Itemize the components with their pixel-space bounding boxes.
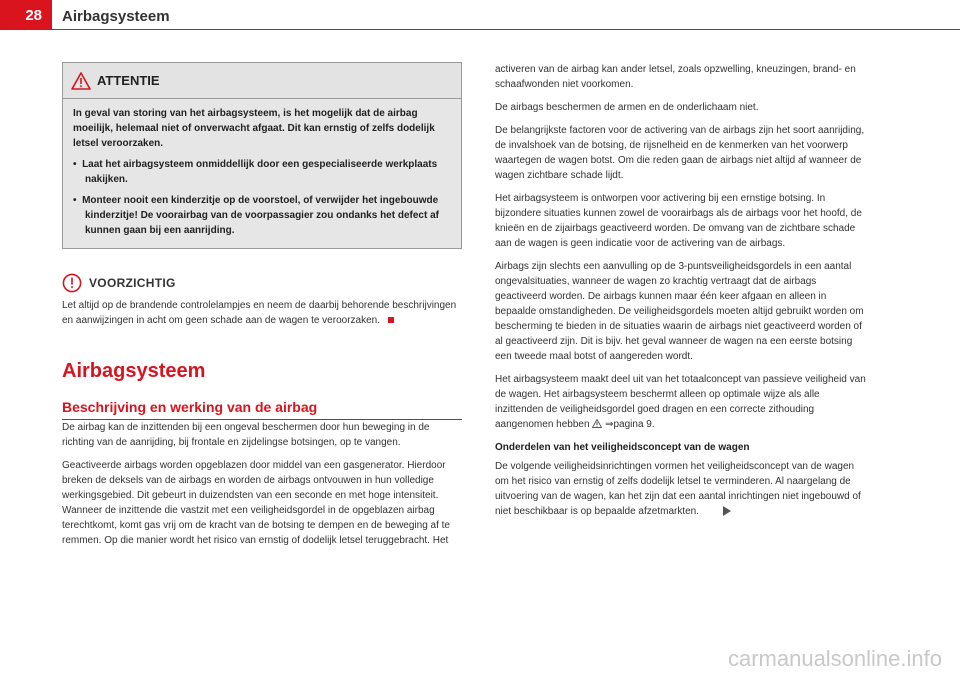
warning-header — [63, 63, 461, 99]
warning-triangle-icon — [592, 419, 602, 428]
concept-heading: Onderdelen van het veiligheidsconcept van de wagen — [495, 442, 750, 453]
section-end-icon — [388, 317, 394, 323]
subsection-title: Beschrijving en werking van de airbag — [62, 399, 462, 420]
warning-title: ATTENTIE — [97, 73, 160, 88]
caution-title: VOORZICHTIG — [89, 276, 176, 290]
caution-circle-icon — [62, 273, 82, 293]
paragraph: De belangrijkste factoren voor de activering van de airbags zijn het soort aanrijding, de invalshoek van de botsing, de rijsnelheid en de kenmerken van het voorwerp waartegen de wagen botst. Om die reden gaan de airbags niet altijd af wanneer de wagen zichtbare schade lijdt. — [495, 125, 865, 181]
caution-text: Let altijd op de brandende controlelampjes en neem de daarbij behorende beschrijvingen en aanwijzingen in acht om geen schade aan de wagen te veroorzaken. — [62, 300, 457, 326]
warning-box — [62, 62, 462, 249]
right-column — [495, 62, 867, 527]
next-page-arrow-icon — [723, 506, 731, 516]
page-reference-link[interactable]: ⇒pagina 9. — [605, 419, 655, 430]
warning-bullet-1: • Laat het airbagsysteem onmiddellijk door een gespecialiseerde werkplaats nakijken. — [73, 159, 438, 185]
paragraph: activeren van de airbag kan ander letsel, zoals opzwelling, kneuzingen, brand- en schaafwonden niet voorkomen. — [495, 64, 856, 90]
watermark: carmanualsonline.info — [727, 646, 942, 671]
paragraph: Airbags zijn slechts een aanvulling op de 3-puntsveiligheidsgordels in een aantal ongevalsituaties, wanneer de wagen zo krachtig vertraagt dat de airbags geactiveerd worden. De airbags kunnen maar één keer afgaan en alleen in bepaalde omstandigheden. De veiligheidsgordels moeten altijd gebruikt worden om bescherming te bieden in de situaties waarin de airbags niet geactiveerd worden of al geactiveerd zijn. Dit is bijv. het geval wanneer de wagen na een eerste botsing een tweede maal botst of aangereden wordt. — [495, 261, 864, 362]
caution-header — [62, 273, 462, 293]
running-header: Airbagsysteem — [62, 8, 170, 25]
section-title: Airbagsysteem — [62, 360, 206, 382]
warning-bullet-2: • Monteer nooit een kinderzitje op de voorstoel, of verwijder het ingebouwde kinderzitje! De voorairbag van de voorpassagier zou ondanks het defect af kunnen gaan bij een aanrijding. — [73, 195, 439, 236]
paragraph: Het airbagsysteem is ontworpen voor activering bij een ernstige botsing. In bijzondere situaties kunnen zowel de voorairbags als de airbags voor het hoofd, de knieën en de zijairbags geactiveerd worden. De omvang van de zichtbare schade aan de wagen is geen indicatie voor de activering van de airbags. — [495, 193, 862, 249]
header-rule — [52, 29, 960, 30]
paragraph: De airbags beschermen de armen en de onderlichaam niet. — [495, 102, 759, 113]
page-number: 28 — [0, 0, 52, 30]
paragraph: De airbag kan de inzittenden bij een ongeval beschermen door hun beweging in de richting van de aanrijding, bij frontale en zijdelingse botsingen, op te vangen. — [62, 422, 430, 448]
left-column — [62, 62, 462, 556]
warning-triangle-icon — [71, 72, 91, 90]
paragraph-with-reference: Het airbagsysteem maakt deel uit van het totaalconcept van passieve veiligheid van de wagen. Het airbagsysteem beschermt alleen op optimale wijze als alle inzittenden de veiligheidsgordel goed dragen en een correcte zithouding aangenomen hebben ⇒pagina 9. — [495, 374, 866, 430]
warning-intro: In geval van storing van het airbagsysteem, is het mogelijk dat de airbag moeilijk, helemaal niet of onverwacht afgaat. Dit kan ernstig of zelfs dodelijk letsel veroorzaken. — [73, 108, 435, 149]
paragraph: Geactiveerde airbags worden opgeblazen door middel van een gasgenerator. Hierdoor breken de deksels van de airbags en worden de airbags ontvouwen in hun volledige werkingsgebied. Dit gebeurt in duizendsten van een seconde en met hoge intensiteit. Wanneer de inzittende die vastzit met een veiligheidsgordel in de opgeblazen airbag terechtkomt, komt gas vrij om de kracht van de botsing te dempen en de beweging af te remmen. Op die manier wordt het risico van ernstig of dodelijk letsel teruggebracht. Het — [62, 460, 450, 546]
paragraph: De volgende veiligheidsinrichtingen vormen het veiligheidsconcept van de wagen om het risico van ernstig of zelfs dodelijk letsel te verminderen. Al naargelang de uitvoering van de wagen, kan het zijn dat een aantal inrichtingen niet ingebouwd of niet beschikbaar is op bepaalde afzetmarkten. — [495, 461, 861, 517]
warning-body — [63, 99, 461, 248]
